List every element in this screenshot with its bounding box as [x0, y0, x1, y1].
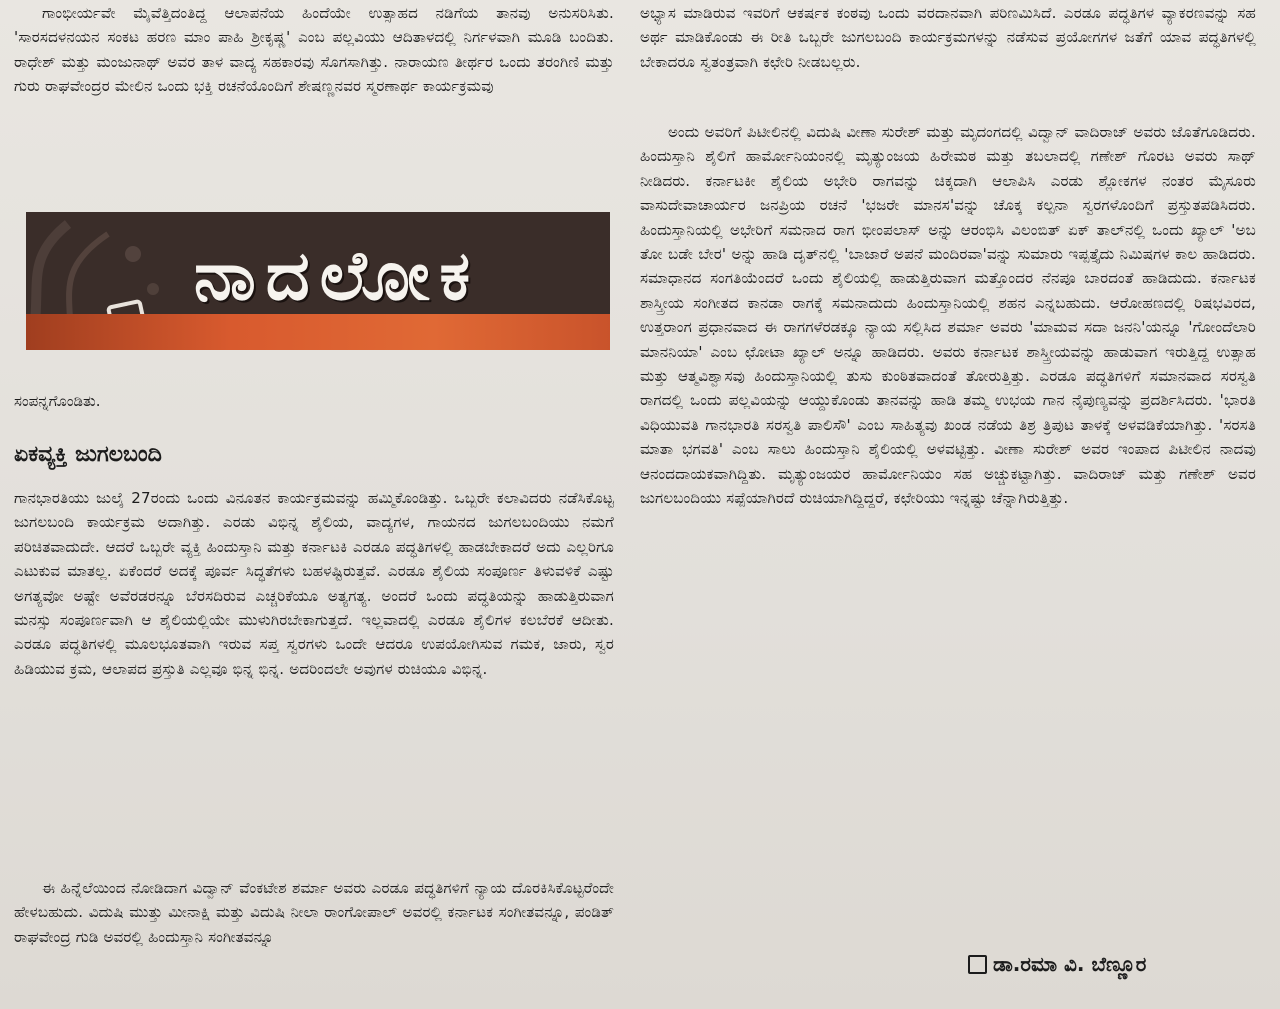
- nadaloka-banner: [26, 212, 610, 350]
- left-top-paragraph: ಗಾಂಭೀರ್ಯವೇ ಮೈವೆತ್ತಿದಂತಿದ್ದ ಆಲಾಪನೆಯ ಹಿಂದೆಯೇ ಉತ್ಸಾಹದ ನಡಿಗೆಯ ತಾನವು ಅನುಸರಿಸಿತು. 'ಸಾರಸದಳನಯನ ಸಂಕಟ ಹರಣ ಮಾಂ ಪಾಹಿ ಶ್ರೀಕೃಷ್ಣ' ಎಂಬ ಪಲ್ಲವಿಯು ಆದಿತಾಳದಲ್ಲಿ ನಿರ್ಗಳವಾಗಿ ಮೂಡಿ ಬಂದಿತು. ರಾಧೇಶ್ ಮತ್ತು ಮಂಜುನಾಥ್ ಅವರ ತಾಳ ವಾದ್ಯ ಸಹಕಾರವು ಸೊಗಸಾಗಿತ್ತು. ನಾರಾಯಣ ತೀರ್ಥರ ಒಂದು ತರಂಗಿಣಿ ಮತ್ತು ಗುರು ರಾಘವೇಂದ್ರರ ಮೇಲಿನ ಒಂದು ಭಕ್ತಿ ರಚನೆಯೊಂದಿಗೆ ಶೇಷಣ್ಣನವರ ಸ್ಮರಣಾರ್ಥ ಕಾರ್ಯಕ್ರಮವು: [14, 4, 614, 96]
- left-body-paragraph-2: ಈ ಹಿನ್ನೆಲೆಯಿಂದ ನೋಡಿದಾಗ ವಿದ್ವಾನ್ ವೆಂಕಟೇಶ ಶರ್ಮಾ ಅವರು ಎರಡೂ ಪದ್ಧತಿಗಳಿಗೆ ನ್ಯಾಯ ದೊರಕಿಸಿಕೊಟ್ಟರೆಂದೇ ಹೇಳಬಹುದು. ವಿದುಷಿ ಮುತ್ತು ಮೀನಾಕ್ಷಿ ಮತ್ತು ವಿದುಷಿ ನೀಲಾ ರಾಂಗೋಪಾಲ್ ಅವರಲ್ಲಿ ಕರ್ನಾಟಕ ಸಂಗೀತವನ್ನೂ, ಪಂಡಿತ್ ರಾಘವೇಂದ್ರ ಗುಡಿ ಅವರಲ್ಲಿ ಹಿಂದುಸ್ತಾನಿ ಸಂಗೀತವನ್ನೂ: [14, 879, 614, 946]
- continuation-text: ಸಂಪನ್ನಗೊಂಡಿತು.: [14, 392, 101, 410]
- square-bullet-icon: [968, 955, 987, 974]
- right-paragraph-1: ಅಭ್ಯಾಸ ಮಾಡಿರುವ ಇವರಿಗೆ ಆಕರ್ಷಕ ಕಂಠವು ಒಂದು ವರದಾನವಾಗಿ ಪರಿಣಮಿಸಿದೆ. ಎರಡೂ ಪದ್ಧತಿಗಳ ವ್ಯಾಕರಣವನ್ನು ಸಹ ಅರ್ಥ ಮಾಡಿಕೊಂಡು ಈ ರೀತಿ ಒಬ್ಬರೇ ಜುಗಲಬಂದಿ ಕಾರ್ಯಕ್ರಮಗಳನ್ನು ನಡೆಸುವ ಪ್ರಯೋಗಗಳ ಜತೆಗೆ ಯಾವ ಪದ್ಧತಿಗಳಲ್ಲಿ ಬೇಕಾದರೂ ಸ್ವತಂತ್ರವಾಗಿ ಕಛೇರಿ ನೀಡಬಲ್ಲರು.: [640, 4, 1256, 71]
- section-heading: ಏಕವ್ಯಕ್ತಿ ಜುಗಲಬಂದಿ: [14, 442, 162, 467]
- author-byline: [968, 950, 1146, 978]
- author-name: ಡಾ.ರಮಾ ವಿ. ಬೆಣ್ಣೂರ: [993, 952, 1147, 976]
- right-paragraph-2: ಅಂದು ಅವರಿಗೆ ಪಿಟೀಲಿನಲ್ಲಿ ವಿದುಷಿ ವೀಣಾ ಸುರೇಶ್ ಮತ್ತು ಮೃದಂಗದಲ್ಲಿ ವಿದ್ವಾನ್ ವಾದಿರಾಜ್ ಅವರು ಜೊತೆಗೂಡಿದರು. ಹಿಂದುಸ್ತಾನಿ ಶೈಲಿಗೆ ಹಾರ್ಮೋನಿಯಂನಲ್ಲಿ ಮೃತ್ಯುಂಜಯ ಹಿರೇಮಠ ಮತ್ತು ತಬಲಾದಲ್ಲಿ ಗಣೇಶ್ ಗೊರಟ ಅವರು ಸಾಥ್ ನೀಡಿದರು. ಕರ್ನಾಟಕೀ ಶೈಲಿಯ ಅಭೇರಿ ರಾಗವನ್ನು ಚಿಕ್ಕದಾಗಿ ಆಲಾಪಿಸಿ ಎರಡು ಶ್ಲೋಕಗಳ ನಂತರ ಮೈಸೂರು ವಾಸುದೇವಾಚಾರ್ಯರ ಜನಪ್ರಿಯ ರಚನೆ 'ಭಜರೇ ಮಾನಸ'ವನ್ನು ಚೊಕ್ಕ ಕಲ್ಪನಾ ಸ್ವರಗಳೊಂದಿಗೆ ಪ್ರಸ್ತುತಪಡಿಸಿದರು. ಹಿಂದುಸ್ತಾನಿಯಲ್ಲಿ ಅಭೇರಿಗೆ ಸಮನಾದ ರಾಗ ಭೀಂಪಲಾಸ್ ಅನ್ನು ಆರಂಭಿಸಿ ವಿಲಂಬಿತ್ ಏಕ್ ತಾಲ್‌ನಲ್ಲಿ ಒಂದು ಖ್ಯಾಲ್ 'ಅಬ ತೋ ಬಡೇ ಬೇರ' ಅನ್ನು ಹಾಡಿ ದೃತ್‌ನಲ್ಲಿ 'ಬಾಜಾರೆ ಅಪನೆ ಮಂದಿರವಾ'ವನ್ನು ಸುಮಾರು ಇಪ್ಪತ್ತೈದು ನಿಮಿಷಗಳ ಕಾಲ ಹಾಡಿದರು. ಸಮಾಧಾನದ ಸಂಗತಿಯೆಂದರೆ ಒಂದು ಶೈಲಿಯಲ್ಲಿ ಹಾಡುತ್ತಿರುವಾಗ ಮತ್ತೊಂದರ ನೆನಪೂ ಬಾರದಂತೆ ಹಾಡಿದುದು. ಕರ್ನಾಟಕ ಶಾಸ್ತ್ರೀಯ ಸಂಗೀತದ ಕಾನಡಾ ರಾಗಕ್ಕೆ ಸಮನಾದುದು ಹಿಂದುಸ್ತಾನಿಯಲ್ಲಿ ಶಹನ ಎನ್ನಬಹುದು. ಆರೋಹಣದಲ್ಲಿ ರಿಷಭವಿರದ, ಉತ್ತರಾಂಗ ಪ್ರಧಾನವಾದ ಈ ರಾಗಗಳೆರಡಕ್ಕೂ ನ್ಯಾಯ ಸಲ್ಲಿಸಿದ ಶರ್ಮಾ ಅವರು 'ಮಾಮವ ಸದಾ ಜನನಿ'ಯನ್ನೂ 'ಗೋಂದೆಲಾರಿ ಮಾನನಿಯಾ' ಎಂಬ ಛೋಟಾ ಖ್ಯಾಲ್ ಅನ್ನೂ ಹಾಡಿದರು. ಅವರು ಕರ್ನಾಟಕ ಶಾಸ್ತ್ರೀಯವನ್ನು ಹಾಡುವಾಗ ಇರುತ್ತಿದ್ದ ಉತ್ಸಾಹ ಮತ್ತು ಆತ್ಮವಿಶ್ವಾಸವು ಹಿಂದುಸ್ತಾನಿಯಲ್ಲಿ ತುಸು ಕುಂಠಿತವಾದಂತೆ ತೋರುತ್ತಿತ್ತು. ಎರಡೂ ಪದ್ಧತಿಗಳಿಗೆ ಸಮಾನವಾದ ಸರಸ್ವತಿ ರಾಗದಲ್ಲಿ ಒಂದು ಪಲ್ಲವಿಯನ್ನು ಆಯ್ದುಕೊಂಡು ತಾನವನ್ನು ಹಾಡಿ ತಮ್ಮ ಉಭಯ ಗಾನ ನೈಪುಣ್ಯವನ್ನು ಪ್ರದರ್ಶಿಸಿದರು. 'ಭಾರತಿ ವಿಧಿಯುವತಿ ಗಾನಭಾರತಿ ಸರಸ್ವತಿ ಪಾಲಿಸೌ' ಎಂಬ ಸಾಹಿತ್ಯವು ಖಂಡ ನಡೆಯ ತಿಶ್ರ ತ್ರಿಪುಟ ತಾಳಕ್ಕೆ ಅಳವಡಿಕೆಯಾಗಿತ್ತು. 'ಸರಸತಿ ಮಾತಾ ಭಗವತಿ' ಎಂಬ ಸಾಲು ಹಿಂದುಸ್ತಾನಿ ಶೈಲಿಯಲ್ಲಿ ಅಳವಟ್ಟಿತ್ತು. ವೀಣಾ ಸುರೇಶ್ ಅವರ ಇಂಪಾದ ಪಿಟೀಲಿನ ನಾದವು ಆನಂದದಾಯಕವಾಗಿದ್ದಿತು. ಮೃತ್ಯುಂಜಯರ ಹಾರ್ಮೋನಿಯಂ ಸಹ ಅಚ್ಚುಕಟ್ಟಾಗಿತ್ತು. ವಾದಿರಾಜ್ ಮತ್ತು ಗಣೇಶ್ ಅವರ ಜುಗಲಬಂದಿಯು ಸಪ್ಪೆಯಾಗಿರದೆ ರುಚಿಯಾಗಿದ್ದಿದ್ದರೆ, ಕಛೇರಿಯು ಇನ್ನಷ್ಟು ಚೆನ್ನಾಗಿರುತ್ತಿತ್ತು.: [640, 123, 1256, 508]
- banner-title: ನಾದಲೋಕ: [194, 237, 481, 316]
- left-body-paragraph-1: ಗಾನಭಾರತಿಯು ಜುಲೈ 27ರಂದು ಒಂದು ವಿನೂತನ ಕಾರ್ಯಕ್ರಮವನ್ನು ಹಮ್ಮಿಕೊಂಡಿತ್ತು. ಒಬ್ಬರೇ ಕಲಾವಿದರು ನಡೆಸಿಕೊಟ್ಟ ಜುಗಲಬಂದಿ ಕಾರ್ಯಕ್ರಮ ಅದಾಗಿತ್ತು. ಎರಡು ವಿಭಿನ್ನ ಶೈಲಿಯ, ವಾದ್ಯಗಳ, ಗಾಯನದ ಜುಗಲಬಂದಿಯು ನಮಗೆ ಪರಿಚಿತವಾದುದೇ. ಆದರೆ ಒಬ್ಬರೇ ವ್ಯಕ್ತಿ ಹಿಂದುಸ್ತಾನಿ ಮತ್ತು ಕರ್ನಾಟಕಿ ಎರಡೂ ಪದ್ಧತಿಗಳಲ್ಲಿ ಹಾಡಬೇಕಾದರೆ ಅದು ಎಲ್ಲರಿಗೂ ಎಟುಕುವ ಮಾತಲ್ಲ. ಏಕೆಂದರೆ ಅದಕ್ಕೆ ಪೂರ್ವ ಸಿದ್ಧತೆಗಳು ಬಹಳಷ್ಟಿರುತ್ತವೆ. ಎರಡೂ ಶೈಲಿಯ ಸಂಪೂರ್ಣ ತಿಳುವಳಿಕೆ ಎಷ್ಟು ಅಗತ್ಯವೋ ಅಷ್ಟೇ ಅವೆರಡರ‍ನ್ನೂ ಬೆರಸದಿರುವ ಎಚ್ಚರಿಕೆಯೂ ಅತ್ಯಗತ್ಯ. ಅಂದರೆ ಒಂದು ಪದ್ಧತಿಯನ್ನು ಹಾಡುತ್ತಿರುವಾಗ ಮನಸ್ಸು ಸಂಪೂರ್ಣವಾಗಿ ಆ ಶೈಲಿಯಲ್ಲಿಯೇ ಮುಳುಗಿರಬೇಕಾಗುತ್ತದೆ. ಇಲ್ಲವಾದಲ್ಲಿ ಎರಡೂ ಶೈಲಿಗಳ ಕಲಬೆರಕೆ ಆದೀತು. ಎರಡೂ ಪದ್ಧತಿಗಳಲ್ಲಿ ಮೂಲಭೂತವಾಗಿ ಇರುವ ಸಪ್ತ ಸ್ವರಗಳು ಒಂದೇ ಆದರೂ ಉಪಯೋಗಿಸುವ ಗಮಕ, ಜಾರು, ಸ್ವರ ಹಿಡಿಯುವ ಕ್ರಮ, ಆಲಾಪದ ಪ್ರಸ್ತುತಿ ಎಲ್ಲವೂ ಭಿನ್ನ ಭಿನ್ನ. ಅದರಿಂದಲೇ ಅವುಗಳ ರುಚಿಯೂ ವಿಭಿನ್ನ.: [14, 489, 614, 678]
